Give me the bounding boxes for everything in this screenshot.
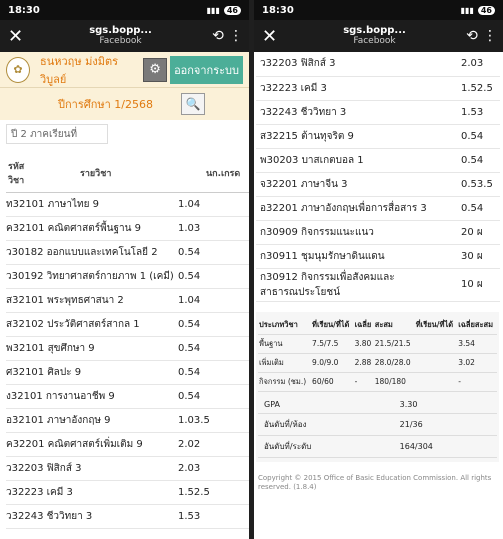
status-icons — [207, 6, 241, 15]
grades-table — [6, 154, 249, 193]
credit-grade: 1.52.5 — [178, 487, 210, 498]
credit-grade: 0.54 — [461, 130, 484, 142]
summary-header-cell: เฉลี่ยสะสม — [457, 316, 497, 335]
summary-cell: 3.80 — [354, 334, 374, 353]
summary-cell — [415, 334, 458, 353]
copyright-text: Copyright © 2015 Office of Basic Education Commission. All rights reserved. (1.8.4) — [258, 473, 492, 491]
search-icon: 🔍 — [185, 97, 201, 111]
summary-header-cell: ประเภทวิชา — [258, 316, 311, 335]
semester-select[interactable]: ปี 2 ภาคเรียนที่ — [6, 124, 108, 144]
subject-name: ว32203 ฟิสิกส์ 3 — [260, 58, 336, 70]
academic-year-label: ปีการศึกษา 1/2568 — [58, 98, 153, 111]
summary-cell: 60/60 — [311, 372, 354, 391]
table-header — [6, 154, 249, 192]
table-row — [6, 313, 249, 337]
signal-icon: ▮▮▮ — [206, 5, 220, 15]
subject-name: ง32101 การงานอาชีพ 9 — [6, 391, 115, 402]
subject-name: ค32201 คณิตศาสตร์เพิ่มเติม 9 — [6, 439, 143, 450]
subject-name: ส32215 ต้านทุจริต 9 — [260, 130, 354, 142]
credit-grade: 0.54 — [178, 367, 201, 378]
table-row — [6, 289, 249, 313]
summary-cell: กิจกรรม (ชม.) — [258, 372, 311, 391]
subject-name: ก30912 กิจกรรมเพื่อสังคมและสาธารณประโยชน์ — [260, 271, 395, 298]
browser-toolbar — [0, 20, 249, 52]
summary-row — [258, 353, 497, 372]
credit-grade: 0.54 — [178, 271, 201, 282]
summary-cell: 3.02 — [457, 353, 497, 372]
subject-name: ก30911 ชุมนุมรักษาดินแดน — [260, 250, 385, 262]
subject-name: ศ32101 ศิลปะ 9 — [6, 367, 82, 378]
subject-name: ว32243 ชีววิทยา 3 — [260, 106, 347, 118]
summary-cell — [415, 372, 458, 391]
table-row — [6, 361, 249, 385]
subject-name: ว32223 เคมี 3 — [6, 487, 73, 498]
credit-grade: 1.53 — [461, 106, 484, 118]
user-name: ธนหวฤษ ม่งมิตรวิบูลย์ — [40, 54, 118, 86]
gpa-value: 3.30 — [394, 396, 497, 414]
table-row — [6, 241, 249, 265]
url-area[interactable] — [288, 25, 461, 47]
gpa-row — [258, 396, 497, 414]
table-row — [256, 268, 500, 301]
gpa-table — [258, 396, 497, 458]
school-logo: ✿ — [6, 57, 30, 83]
credit-grade: 0.54 — [461, 202, 484, 214]
close-icon[interactable]: ✕ — [8, 25, 24, 47]
table-row — [256, 76, 500, 100]
credit-grade: 1.04 — [178, 295, 201, 306]
summary-box — [256, 312, 499, 462]
summary-cell: 7.5/7.5 — [311, 334, 354, 353]
subject-name: ส32101 พระพุทธศาสนา 2 — [6, 295, 124, 306]
close-icon[interactable]: ✕ — [262, 25, 278, 47]
rank-level-label: อันดับที่/ระดับ — [258, 435, 394, 457]
table-row — [6, 433, 249, 457]
credit-grade: 0.54 — [178, 319, 201, 330]
table-row — [256, 100, 500, 124]
summary-cell: พื้นฐาน — [258, 334, 311, 353]
table-row — [6, 337, 249, 361]
subject-name: ค32101 คณิตศาสตร์พื้นฐาน 9 — [6, 223, 142, 234]
col-code-header: รหัส วิชา — [8, 161, 25, 186]
table-row — [256, 220, 500, 244]
rank-level-value: 164/304 — [394, 435, 497, 457]
summary-cell: - — [354, 372, 374, 391]
subject-name: ว30192 วิทยาศาสตร์กายภาพ 1 (เคมี) — [6, 271, 174, 282]
credit-grade: 2.03 — [178, 463, 201, 474]
status-bar — [254, 0, 503, 20]
battery-icon: 46 — [224, 6, 241, 15]
credit-grade: 0.54 — [178, 343, 201, 354]
more-menu-icon[interactable]: ⋮ — [229, 28, 243, 44]
table-row — [6, 409, 249, 433]
table-row — [256, 196, 500, 220]
logout-button[interactable]: ออกจากระบบ — [170, 56, 243, 84]
grades-body — [256, 52, 500, 302]
url-area[interactable] — [34, 25, 207, 47]
credit-grade: 0.54 — [178, 391, 201, 402]
summary-row — [258, 372, 497, 391]
table-row — [256, 124, 500, 148]
subject-name: อ32101 ภาษาอังกฤษ 9 — [6, 415, 111, 426]
signal-icon: ▮▮▮ — [460, 5, 474, 15]
right-screen — [254, 0, 503, 539]
credit-grade: 10 ผ — [461, 279, 483, 290]
summary-cell: 21.5/21.5 — [374, 334, 415, 353]
credit-grade: 1.03 — [178, 223, 201, 234]
rank-room-row — [258, 413, 497, 435]
subject-name: ว32243 ชีววิทยา 3 — [6, 511, 93, 522]
col-name-header: รายวิชา — [80, 168, 112, 179]
credit-grade: 1.53 — [178, 511, 201, 522]
rank-room-label: อันดับที่/ห้อง — [258, 413, 394, 435]
table-row — [6, 481, 249, 505]
rank-room-value: 21/36 — [394, 413, 497, 435]
table-row — [256, 52, 500, 76]
browser-toolbar — [254, 20, 503, 52]
summary-cell: 2.88 — [354, 353, 374, 372]
history-icon[interactable]: ⟲ — [212, 28, 224, 44]
subject-name: พ32101 สุขศึกษา 9 — [6, 343, 95, 354]
status-bar — [0, 0, 249, 20]
summary-cell: เพิ่มเติม — [258, 353, 311, 372]
history-icon[interactable]: ⟲ — [466, 28, 478, 44]
summary-cell: 28.0/28.0 — [374, 353, 415, 372]
credit-grade: 1.52.5 — [461, 82, 493, 94]
summary-cell — [415, 353, 458, 372]
summary-header-cell: ที่เรียน/ที่ได้ — [311, 316, 354, 335]
subject-name: พ30203 บาสเกตบอล 1 — [260, 154, 364, 166]
search-button[interactable] — [181, 93, 205, 115]
grades-body — [6, 193, 249, 530]
app-header — [0, 52, 249, 88]
left-screen — [0, 0, 249, 539]
subject-name: ว30182 ออกแบบและเทคโนโลยี 2 — [6, 247, 158, 258]
table-row — [6, 505, 249, 529]
subject-name: ก30909 กิจกรรมแนะแนว — [260, 226, 374, 238]
url-text: sgs.bopp... — [89, 25, 152, 36]
subject-name: ว32223 เคมี 3 — [260, 82, 327, 94]
status-icons — [461, 6, 495, 15]
summary-table — [258, 316, 497, 392]
gpa-label: GPA — [258, 396, 394, 414]
table-row — [6, 193, 249, 217]
table-row — [256, 148, 500, 172]
table-row — [6, 385, 249, 409]
summary-header-cell: สะสม — [374, 316, 415, 335]
summary-cell: 3.54 — [457, 334, 497, 353]
table-row — [256, 244, 500, 268]
summary-row — [258, 334, 497, 353]
table-row — [6, 457, 249, 481]
subject-name: จ32201 ภาษาจีน 3 — [260, 178, 348, 190]
subject-name: อ32201 ภาษาอังกฤษเพื่อการสื่อสาร 3 — [260, 202, 427, 214]
credit-grade: 20 ผ — [461, 226, 483, 238]
table-row — [6, 217, 249, 241]
summary-cell: - — [457, 372, 497, 391]
summary-header — [258, 316, 497, 335]
credit-grade: 30 ผ — [461, 250, 483, 262]
credit-grade: 2.02 — [178, 439, 201, 450]
credit-grade: 0.54 — [178, 247, 201, 258]
url-text: sgs.bopp... — [343, 25, 406, 36]
url-source: Facebook — [353, 36, 396, 46]
credit-grade: 1.04 — [178, 198, 201, 210]
url-source: Facebook — [99, 36, 142, 46]
subject-name: ท32101 ภาษาไทย 9 — [6, 198, 100, 210]
summary-cell: 180/180 — [374, 372, 415, 391]
battery-icon: 46 — [478, 6, 495, 15]
credit-grade: 0.53.5 — [461, 178, 493, 190]
status-time: 18:30 — [8, 4, 40, 16]
table-row — [6, 265, 249, 289]
credit-grade: 0.54 — [461, 154, 484, 166]
status-time: 18:30 — [262, 4, 294, 16]
gear-icon[interactable]: ⚙ — [143, 58, 167, 82]
more-menu-icon[interactable]: ⋮ — [483, 28, 497, 44]
summary-cell: 9.0/9.0 — [311, 353, 354, 372]
credit-grade: 2.03 — [461, 58, 484, 70]
subject-name: ส32102 ประวัติศาสตร์สากล 1 — [6, 319, 140, 330]
year-bar — [0, 88, 249, 120]
table-row — [256, 172, 500, 196]
credit-grade: 1.03.5 — [178, 415, 210, 426]
col-credit-header: นก.เกรด — [206, 168, 241, 179]
rank-level-row — [258, 435, 497, 457]
summary-header-cell: เฉลี่ย — [354, 316, 374, 335]
subject-name: ว32203 ฟิสิกส์ 3 — [6, 463, 82, 474]
summary-header-cell: ที่เรียน/ที่ได้ — [415, 316, 458, 335]
